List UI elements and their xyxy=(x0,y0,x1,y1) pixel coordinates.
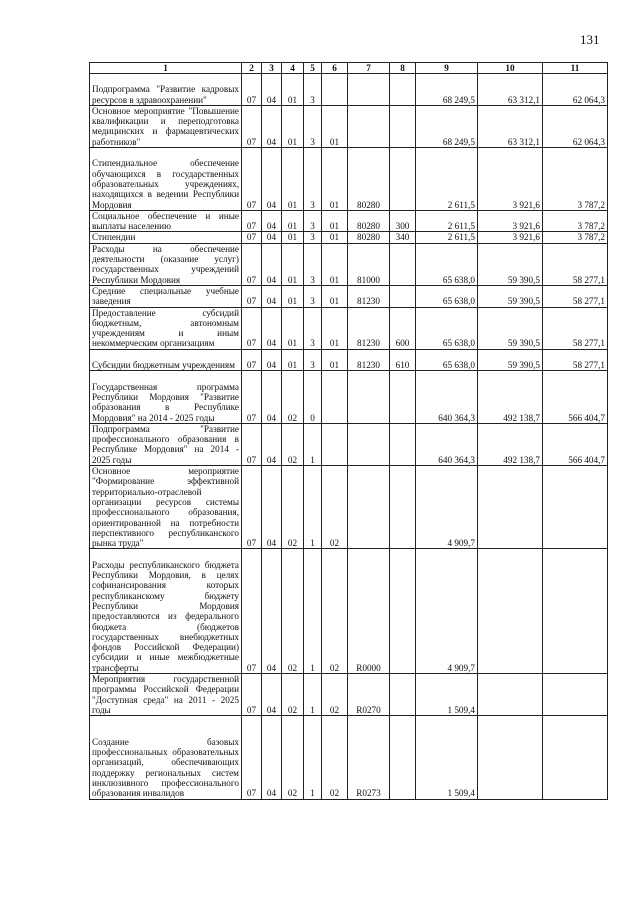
section-code-cell: 07 xyxy=(242,232,262,243)
amount-year3-cell: 58 277,1 xyxy=(543,285,608,307)
row-name-text: Подпрограмма "Развитие кадровых ресурсов в здравоохранении" xyxy=(92,84,239,105)
subprogram-code-cell: 1 xyxy=(304,549,322,674)
subprogram-code-cell: 3 xyxy=(304,74,322,106)
expense-type-cell xyxy=(390,466,416,549)
activity-code-cell: 01 xyxy=(322,349,348,371)
amount-year3-cell: 3 787,2 xyxy=(543,210,608,232)
direction-code-cell: 80280 xyxy=(348,148,390,211)
amount-year1-cell: 2 611,5 xyxy=(416,210,478,232)
activity-code-cell: 02 xyxy=(322,466,348,549)
row-name-text: Государственная программа Республики Мордовия "Развитие образования в Республике Мордовия" на 2014 - 2025 годы xyxy=(92,381,239,423)
amount-year2-cell xyxy=(478,549,543,674)
table-row xyxy=(90,371,608,424)
direction-code-cell: R0270 xyxy=(348,674,390,716)
amount-year2-cell: 59 390,5 xyxy=(478,285,543,307)
expense-type-cell xyxy=(390,148,416,211)
amount-year1-cell: 1 509,4 xyxy=(416,716,478,799)
row-name-cell xyxy=(90,307,242,349)
section-code-cell: 07 xyxy=(242,349,262,371)
program-code-cell: 02 xyxy=(282,466,304,549)
amount-year3-cell: 58 277,1 xyxy=(543,307,608,349)
section-code-cell: 07 xyxy=(242,674,262,716)
activity-code-cell xyxy=(322,423,348,465)
amount-year2-cell: 492 138,7 xyxy=(478,423,543,465)
activity-code-cell: 02 xyxy=(322,549,348,674)
table-row xyxy=(90,423,608,465)
column-header: 3 xyxy=(262,63,282,74)
column-header: 6 xyxy=(322,63,348,74)
subprogram-code-cell: 3 xyxy=(304,349,322,371)
section-code-cell: 07 xyxy=(242,105,262,147)
expense-type-cell xyxy=(390,423,416,465)
subsection-code-cell: 04 xyxy=(262,674,282,716)
activity-code-cell: 01 xyxy=(322,105,348,147)
row-name-text: Социальное обеспечение и иные выплаты населению xyxy=(92,210,239,232)
direction-code-cell: 81230 xyxy=(348,285,390,307)
expense-type-cell xyxy=(390,285,416,307)
direction-code-cell: 81230 xyxy=(348,307,390,349)
subsection-code-cell: 04 xyxy=(262,466,282,549)
amount-year1-cell: 2 611,5 xyxy=(416,148,478,211)
activity-code-cell: 01 xyxy=(322,307,348,349)
subsection-code-cell: 04 xyxy=(262,148,282,211)
section-code-cell: 07 xyxy=(242,549,262,674)
subprogram-code-cell: 1 xyxy=(304,466,322,549)
program-code-cell: 02 xyxy=(282,423,304,465)
table-row xyxy=(90,74,608,106)
activity-code-cell: 02 xyxy=(322,716,348,799)
direction-code-cell xyxy=(348,466,390,549)
section-code-cell: 07 xyxy=(242,307,262,349)
row-name-cell xyxy=(90,423,242,465)
subprogram-code-cell: 3 xyxy=(304,232,322,243)
expense-type-cell xyxy=(390,74,416,106)
table-row xyxy=(90,549,608,674)
column-header: 4 xyxy=(282,63,304,74)
amount-year3-cell xyxy=(543,716,608,799)
activity-code-cell: 02 xyxy=(322,674,348,716)
row-name-text: Основное мероприятие "Повышение квалификации и переподготовка медицинских и фармацевтических работников" xyxy=(92,105,239,147)
amount-year3-cell xyxy=(543,466,608,549)
expense-type-cell: 340 xyxy=(390,232,416,243)
amount-year1-cell: 65 638,0 xyxy=(416,349,478,371)
amount-year2-cell: 59 390,5 xyxy=(478,349,543,371)
program-code-cell: 01 xyxy=(282,148,304,211)
table-row xyxy=(90,349,608,371)
subprogram-code-cell: 1 xyxy=(304,716,322,799)
section-code-cell: 07 xyxy=(242,371,262,424)
row-name-text: Стипендии xyxy=(92,232,136,243)
table-row xyxy=(90,466,608,549)
activity-code-cell: 01 xyxy=(322,285,348,307)
subsection-code-cell: 04 xyxy=(262,716,282,799)
direction-code-cell: R0273 xyxy=(348,716,390,799)
program-code-cell: 01 xyxy=(282,349,304,371)
subsection-code-cell: 04 xyxy=(262,105,282,147)
direction-code-cell: 80280 xyxy=(348,210,390,232)
amount-year1-cell: 640 364,3 xyxy=(416,371,478,424)
row-name-text: Предоставление субсидий бюджетным, автономным учреждениям и иным некоммерческим организациям xyxy=(92,307,239,349)
subprogram-code-cell: 3 xyxy=(304,307,322,349)
expense-type-cell xyxy=(390,105,416,147)
expense-type-cell xyxy=(390,371,416,424)
row-name-text: Расходы республиканского бюджета Республики Мордовия, в целях софинансирования которых республиканскому бюджету Республики Мордовия предоставляются из федерального бюджета (бюджетов государственных внебюджетных фондов Российской Федерации) субсидии и иные межбюджетные трансферты xyxy=(92,559,239,673)
column-header: 8 xyxy=(390,63,416,74)
row-name-cell xyxy=(90,371,242,424)
amount-year3-cell: 3 787,2 xyxy=(543,232,608,243)
section-code-cell: 07 xyxy=(242,210,262,232)
subsection-code-cell: 04 xyxy=(262,210,282,232)
row-name-cell xyxy=(90,148,242,211)
direction-code-cell xyxy=(348,371,390,424)
row-name-text: Субсидии бюджетным учреждениям xyxy=(92,360,235,371)
amount-year2-cell xyxy=(478,466,543,549)
direction-code-cell: R0000 xyxy=(348,549,390,674)
row-name-cell xyxy=(90,74,242,106)
amount-year1-cell: 1 509,4 xyxy=(416,674,478,716)
section-code-cell: 07 xyxy=(242,285,262,307)
subprogram-code-cell: 3 xyxy=(304,105,322,147)
activity-code-cell xyxy=(322,371,348,424)
table-header-row xyxy=(90,63,608,74)
row-name-text: Основное мероприятие "Формирование эффективной территориально-отраслевой организации ресурсов системы профессионального образования, ориентированной на потребности перспективного республиканского рынка труда" xyxy=(92,466,239,549)
subsection-code-cell: 04 xyxy=(262,232,282,243)
table-row xyxy=(90,105,608,147)
activity-code-cell: 01 xyxy=(322,210,348,232)
program-code-cell: 01 xyxy=(282,307,304,349)
amount-year1-cell: 65 638,0 xyxy=(416,285,478,307)
subsection-code-cell: 04 xyxy=(262,423,282,465)
subprogram-code-cell: 3 xyxy=(304,285,322,307)
amount-year1-cell: 68 249,5 xyxy=(416,105,478,147)
direction-code-cell xyxy=(348,105,390,147)
amount-year2-cell: 3 921,6 xyxy=(478,210,543,232)
table-row xyxy=(90,148,608,211)
expense-type-cell: 600 xyxy=(390,307,416,349)
amount-year3-cell xyxy=(543,549,608,674)
subprogram-code-cell: 1 xyxy=(304,423,322,465)
program-code-cell: 01 xyxy=(282,105,304,147)
amount-year1-cell: 68 249,5 xyxy=(416,74,478,106)
column-header: 7 xyxy=(348,63,390,74)
column-header: 9 xyxy=(416,63,478,74)
subsection-code-cell: 04 xyxy=(262,285,282,307)
subprogram-code-cell: 0 xyxy=(304,371,322,424)
table-row xyxy=(90,210,608,232)
amount-year1-cell: 2 611,5 xyxy=(416,232,478,243)
subprogram-code-cell: 3 xyxy=(304,243,322,285)
activity-code-cell: 01 xyxy=(322,232,348,243)
row-name-text: Средние специальные учебные заведения xyxy=(92,285,239,307)
activity-code-cell: 01 xyxy=(322,148,348,211)
amount-year2-cell: 63 312,1 xyxy=(478,105,543,147)
amount-year1-cell: 65 638,0 xyxy=(416,307,478,349)
amount-year1-cell: 4 909,7 xyxy=(416,466,478,549)
amount-year1-cell: 65 638,0 xyxy=(416,243,478,285)
program-code-cell: 01 xyxy=(282,232,304,243)
column-header: 10 xyxy=(478,63,543,74)
amount-year3-cell: 566 404,7 xyxy=(543,371,608,424)
table-row xyxy=(90,716,608,799)
row-name-text: Мероприятия государственной программы Российской Федерации "Доступная среда" на 2011 - 2025 годы xyxy=(92,674,239,715)
direction-code-cell: 81230 xyxy=(348,349,390,371)
amount-year2-cell xyxy=(478,716,543,799)
table-row xyxy=(90,285,608,307)
program-code-cell: 02 xyxy=(282,549,304,674)
program-code-cell: 01 xyxy=(282,285,304,307)
expense-type-cell: 300 xyxy=(390,210,416,232)
expense-type-cell: 610 xyxy=(390,349,416,371)
expense-type-cell xyxy=(390,674,416,716)
amount-year3-cell: 566 404,7 xyxy=(543,423,608,465)
direction-code-cell xyxy=(348,74,390,106)
amount-year3-cell: 3 787,2 xyxy=(543,148,608,211)
column-header: 1 xyxy=(90,63,242,74)
subsection-code-cell: 04 xyxy=(262,349,282,371)
section-code-cell: 07 xyxy=(242,243,262,285)
direction-code-cell: 80280 xyxy=(348,232,390,243)
row-name-cell xyxy=(90,210,242,232)
subprogram-code-cell: 1 xyxy=(304,674,322,716)
amount-year2-cell xyxy=(478,674,543,716)
section-code-cell: 07 xyxy=(242,74,262,106)
direction-code-cell: 81000 xyxy=(348,243,390,285)
row-name-cell xyxy=(90,105,242,147)
column-header: 2 xyxy=(242,63,262,74)
subsection-code-cell: 04 xyxy=(262,371,282,424)
section-code-cell: 07 xyxy=(242,148,262,211)
section-code-cell: 07 xyxy=(242,716,262,799)
row-name-cell xyxy=(90,349,242,371)
amount-year2-cell: 3 921,6 xyxy=(478,148,543,211)
amount-year2-cell: 59 390,5 xyxy=(478,307,543,349)
expense-type-cell xyxy=(390,243,416,285)
row-name-cell xyxy=(90,285,242,307)
amount-year3-cell: 58 277,1 xyxy=(543,243,608,285)
page-number: 131 xyxy=(580,32,600,47)
column-header: 11 xyxy=(543,63,608,74)
row-name-cell xyxy=(90,243,242,285)
section-code-cell: 07 xyxy=(242,466,262,549)
row-name-cell xyxy=(90,674,242,716)
subsection-code-cell: 04 xyxy=(262,243,282,285)
amount-year2-cell: 492 138,7 xyxy=(478,371,543,424)
program-code-cell: 01 xyxy=(282,74,304,106)
amount-year1-cell: 640 364,3 xyxy=(416,423,478,465)
table-row xyxy=(90,232,608,243)
subsection-code-cell: 04 xyxy=(262,307,282,349)
amount-year3-cell xyxy=(543,674,608,716)
row-name-cell xyxy=(90,716,242,799)
amount-year2-cell: 63 312,1 xyxy=(478,74,543,106)
expense-type-cell xyxy=(390,549,416,674)
program-code-cell: 01 xyxy=(282,243,304,285)
amount-year3-cell: 62 064,3 xyxy=(543,74,608,106)
activity-code-cell xyxy=(322,74,348,106)
section-code-cell: 07 xyxy=(242,423,262,465)
table-row xyxy=(90,307,608,349)
program-code-cell: 02 xyxy=(282,674,304,716)
direction-code-cell xyxy=(348,423,390,465)
activity-code-cell: 01 xyxy=(322,243,348,285)
expense-type-cell xyxy=(390,716,416,799)
subsection-code-cell: 04 xyxy=(262,549,282,674)
row-name-cell xyxy=(90,232,242,243)
row-name-text: Стипендиальное обеспечение обучающихся в государственных образовательных учреждениях, находящихся в ведении Республики Мордовия xyxy=(92,158,239,210)
table-row xyxy=(90,674,608,716)
amount-year2-cell: 3 921,6 xyxy=(478,232,543,243)
row-name-cell xyxy=(90,466,242,549)
amount-year3-cell: 62 064,3 xyxy=(543,105,608,147)
amount-year3-cell: 58 277,1 xyxy=(543,349,608,371)
subprogram-code-cell: 3 xyxy=(304,210,322,232)
program-code-cell: 02 xyxy=(282,716,304,799)
program-code-cell: 02 xyxy=(282,371,304,424)
table-row xyxy=(90,243,608,285)
budget-table xyxy=(89,62,608,800)
subprogram-code-cell: 3 xyxy=(304,148,322,211)
program-code-cell: 01 xyxy=(282,210,304,232)
row-name-text: Расходы на обеспечение деятельности (оказание услуг) государственных учреждений Республики Мордовия xyxy=(92,243,239,285)
row-name-text: Подпрограмма "Развитие профессионального образования в Республике Мордовия" на 2014 - 2025 годы xyxy=(92,423,239,465)
amount-year2-cell: 59 390,5 xyxy=(478,243,543,285)
row-name-cell xyxy=(90,549,242,674)
column-header: 5 xyxy=(304,63,322,74)
amount-year1-cell: 4 909,7 xyxy=(416,549,478,674)
row-name-text: Создание базовых профессиональных образовательных организаций, обеспечивающих поддержку региональных систем инклюзивного профессионального образования инвалидов xyxy=(92,736,239,799)
subsection-code-cell: 04 xyxy=(262,74,282,106)
